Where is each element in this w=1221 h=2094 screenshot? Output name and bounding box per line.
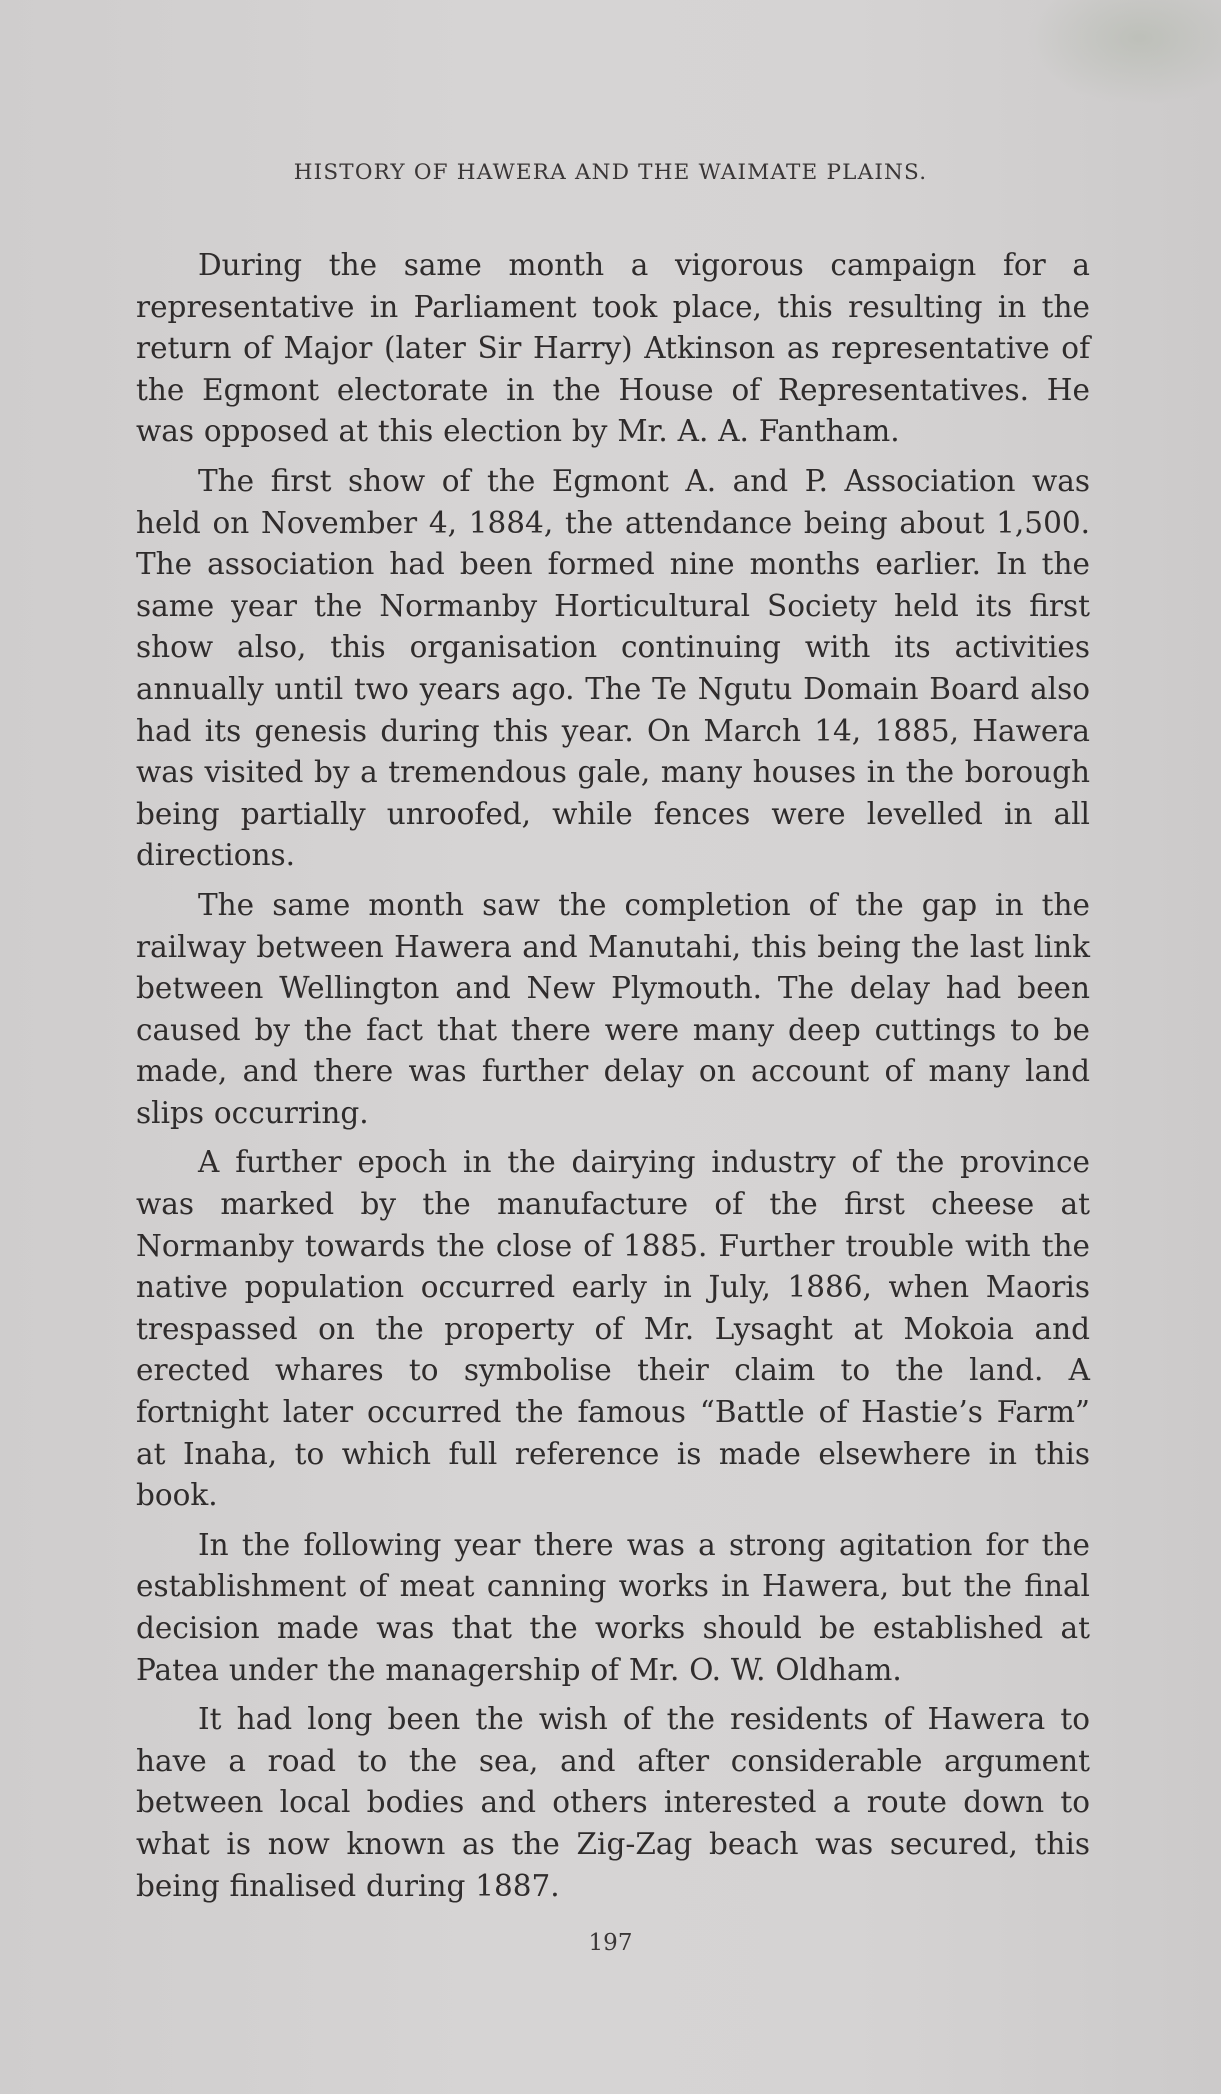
- paragraph-railway: The same month saw the completion of the gap in the railway between Hawera and Manutahi, this being the last link between Wellington and New Plymouth. The delay had been caused by the fact that there were many deep cuttings to be made, and there was further delay on account of many land slips occurring.: [136, 887, 1090, 1130]
- paragraph-road-to-sea: It had long been the wish of the residents of Hawera to have a road to the sea, and after considerable argument between local bodies and others interested a route down to what is now known as the Zig-Zag beach was secured, this being finalised during 1887.: [136, 1702, 1090, 1903]
- body-text: [136, 245, 1090, 1915]
- paragraph-first-show: The first show of the Egmont A. and P. Association was held on November 4, 1884, the attendance being about 1,500. The association had been formed nine months earlier. In the same year the Normanby Horticultural Society held its first show also, this organisation continuing with its activities annually until two years ago. The Te Ngutu Domain Board also had its genesis during this year. On March 14, 1885, Hawera was visited by a tremendous gale, many houses in the borough being partially unroofed, while fences were levelled in all directions.: [136, 463, 1090, 873]
- page-number: 197: [588, 1930, 633, 1956]
- paragraph-dairying: A further epoch in the dairying industry of the province was marked by the manufacture of the first cheese at Normanby towards the close of 1885. Further trouble with the native population occurred early in July, 1886, when Maoris trespassed on the property of Mr. Lysaght at Mokoia and erected whares to symbolise their claim to the land. A fortnight later occurred the famous “Battle of Hastie’s Farm” at Inaha, to which full reference is made elsewhere in this book.: [136, 1145, 1090, 1513]
- running-head: HISTORY OF HAWERA AND THE WAIMATE PLAINS.: [293, 160, 928, 185]
- paragraph-campaign: During the same month a vigorous campaign for a representative in Parliament took place, this resulting in the return of Major (later Sir Harry) Atkinson as representative of the Egmont electorate in the House of Representatives. He was opposed at this election by Mr. A. A. Fantham.: [136, 248, 1090, 449]
- paragraph-meat-canning: In the following year there was a strong agitation for the establishment of meat canning works in Hawera, but the final decision made was that the works should be established at Patea under the managership of Mr. O. W. Oldham.: [136, 1527, 1090, 1687]
